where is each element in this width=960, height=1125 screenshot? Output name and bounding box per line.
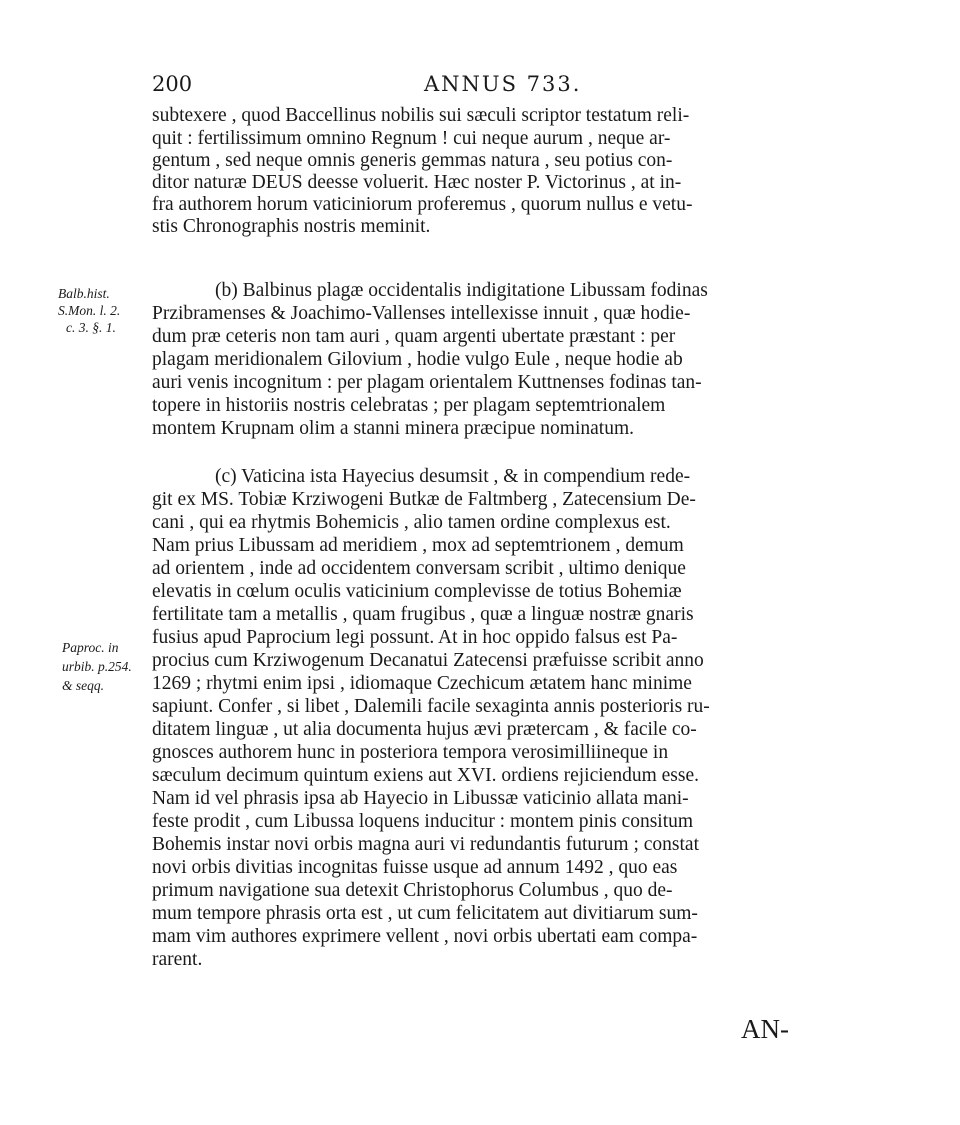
text-line: procius cum Krziwogenum Decanatui Zatecensi præfuisse scribit anno: [152, 650, 704, 671]
text-line: (b) Balbinus plagæ occidentalis indigitatione Libussam fodinas: [215, 280, 708, 301]
text-line: fusius apud Paprocium legi possunt. At in hoc oppido falsus est Pa-: [152, 627, 678, 648]
text-line: auri venis incognitum : per plagam orientalem Kuttnenses fodinas tan-: [152, 372, 702, 393]
text-line: fra authorem horum vaticiniorum proferemus , quorum nullus e vetu-: [152, 194, 693, 215]
text-line: plagam meridionalem Gilovium , hodie vulgo Eule , neque hodie ab: [152, 349, 683, 370]
text-line: fertilitate tam a metallis , quam frugibus , quæ a linguæ nostræ gnaris: [152, 604, 694, 625]
text-line: feste prodit , cum Libussa loquens inducitur : montem pinis consitum: [152, 811, 694, 832]
text-line: Przibramenses & Joachimo-Vallenses intellexisse innuit , quæ hodie-: [152, 303, 691, 324]
text-line: ad orientem , inde ad occidentem conversam scribit , ultimo denique: [152, 558, 686, 579]
text-line: quit : fertilissimum omnino Regnum ! cui neque aurum , neque ar-: [152, 128, 671, 149]
catchword: AN-: [741, 1014, 789, 1044]
text-line: montem Krupnam olim a stanni minera præcipue nominatum.: [152, 418, 634, 439]
text-line: Nam prius Libussam ad meridiem , mox ad septemtrionem , demum: [152, 535, 684, 556]
text-line: mum tempore phrasis orta est , ut cum felicitatem aut divitiarum sum-: [152, 903, 698, 924]
text-line: sæculum decimum quintum exiens aut XVI. ordiens rejiciendum esse.: [152, 765, 699, 786]
text-line: primum navigatione sua detexit Christophorus Columbus , quo de-: [152, 880, 673, 901]
text-line: novi orbis divitias incognitas fuisse usque ad annum 1492 , quo eas: [152, 857, 678, 878]
text-line: git ex MS. Tobiæ Krziwogeni Butkæ de Faltmberg , Zatecensium De-: [152, 489, 696, 510]
text-line: (c) Vaticina ista Hayecius desumsit , & in compendium rede-: [215, 466, 691, 487]
margin-note-1-line-1: Balb.hist.: [58, 286, 110, 301]
text-line: Bohemis instar novi orbis magna auri vi redundantis futurum ; constat: [152, 834, 699, 855]
margin-note-2-line-2: urbib. p.254.: [62, 659, 132, 674]
text-line: Nam id vel phrasis ipsa ab Hayecio in Libussæ vaticinio allata mani-: [152, 788, 689, 809]
text-line: subtexere , quod Baccellinus nobilis sui sæculi scriptor testatum reli-: [152, 105, 690, 126]
text-line: gentum , sed neque omnis generis gemmas natura , seu potius con-: [152, 150, 673, 171]
text-line: elevatis in cœlum oculis vaticinium complevisse de totius Bohemiæ: [152, 581, 682, 602]
text-line: topere in historiis nostris celebratas ; per plagam septemtrionalem: [152, 395, 666, 416]
text-line: gnosces authorem hunc in posteriora tempora verosimilliineque in: [152, 742, 669, 763]
text-line: cani , qui ea rhytmis Bohemicis , alio tamen ordine complexus est.: [152, 512, 671, 533]
page-header: [152, 72, 832, 98]
text-line: rarent.: [152, 949, 203, 970]
margin-note-1-line-2: S.Mon. l. 2.: [58, 303, 121, 318]
text-line: sapiunt. Confer , si libet , Dalemili facile sexaginta annis posterioris ru-: [152, 696, 710, 717]
margin-note-1-line-3: c. 3. §. 1.: [66, 320, 116, 335]
text-line: dum præ ceteris non tam auri , quam argenti ubertate præstant : per: [152, 326, 676, 347]
text-line: mam vim authores exprimere vellent , novi orbis ubertati eam compa-: [152, 926, 698, 947]
running-title: ANNUS 733.: [424, 72, 582, 96]
margin-note-2-line-3: & seqq.: [62, 678, 104, 693]
margin-note-2-line-1: Paproc. in: [62, 640, 119, 655]
text-line: 1269 ; rhytmi enim ipsi , idiomaque Czechicum ætatem hanc minime: [152, 673, 692, 694]
text-line: ditatem linguæ , ut alia documenta hujus ævi prætercam , & facile co-: [152, 719, 697, 740]
text-line: stis Chronographis nostris meminit.: [152, 216, 431, 237]
text-line: ditor naturæ DEUS deesse voluerit. Hæc noster P. Victorinus , at in-: [152, 172, 682, 193]
page-number: 200: [152, 72, 193, 96]
